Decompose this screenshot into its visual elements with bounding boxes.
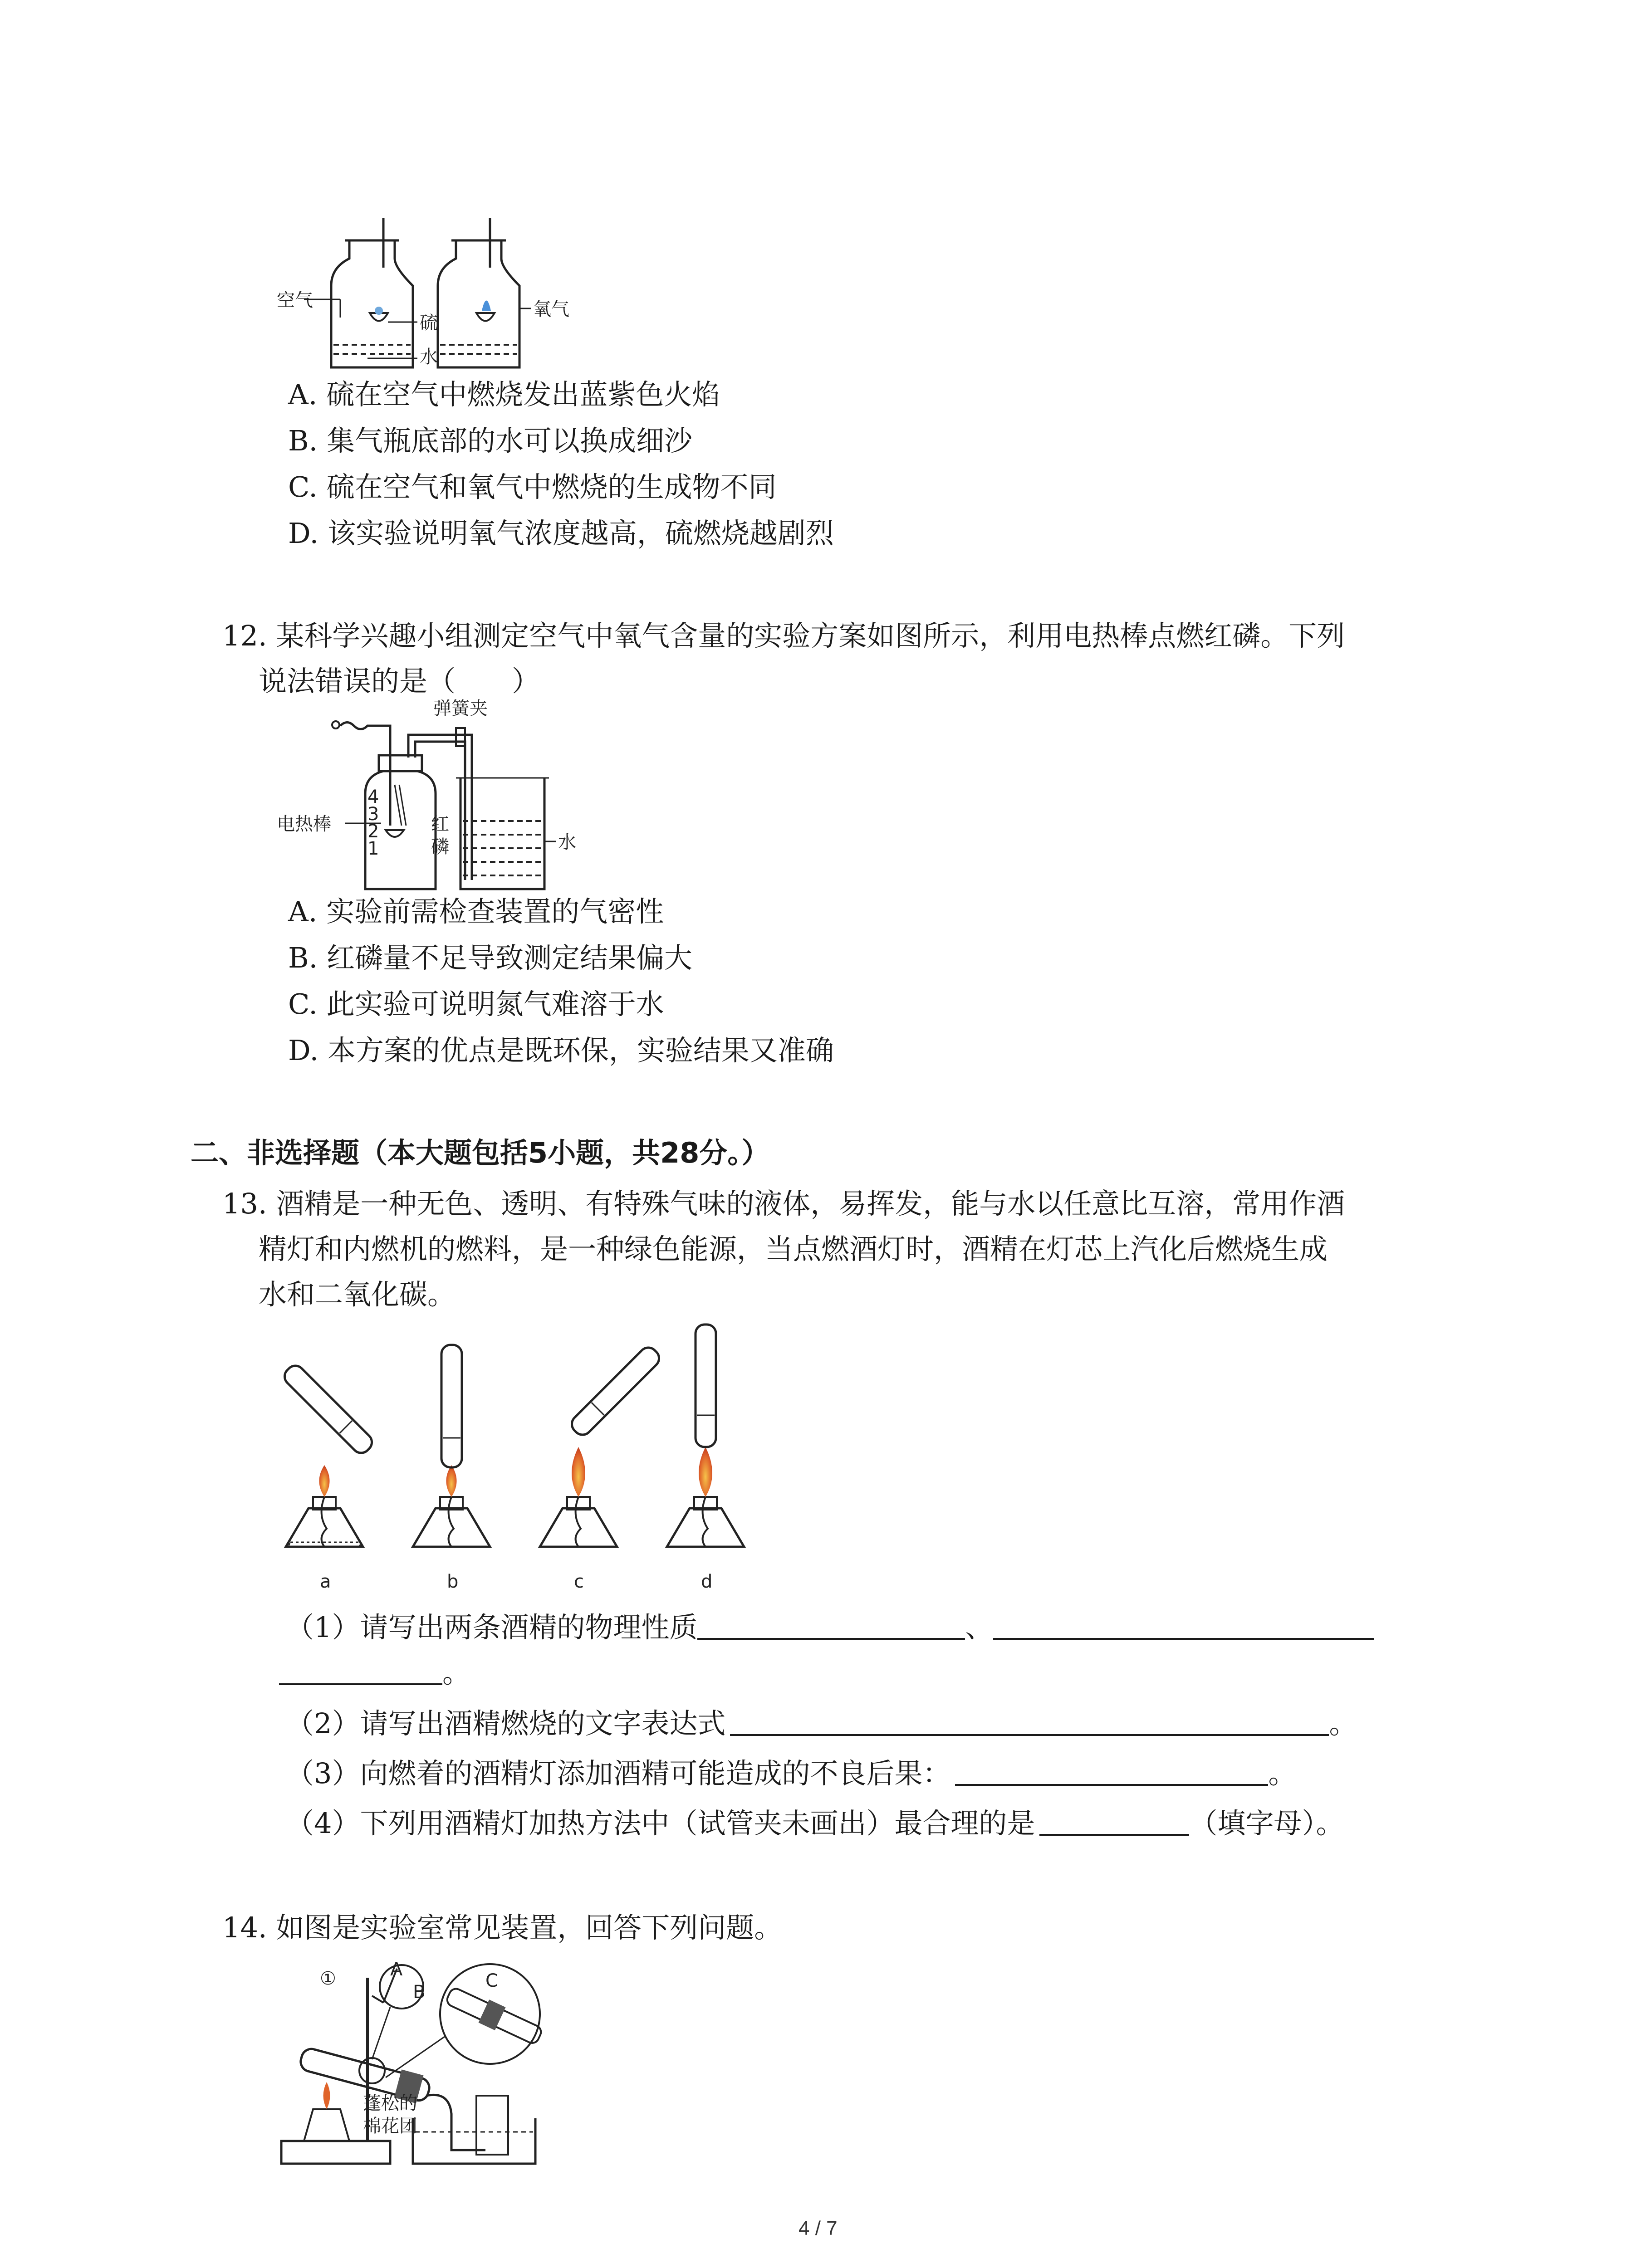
label-electric-heater: 电热棒 — [277, 814, 331, 835]
label-cotton-1: 蓬松的 — [363, 2093, 417, 2114]
q13-sub2-text: （2）请写出酒精燃烧的文字表达式 — [286, 1707, 726, 1740]
q14-stem: 14. 如图是实验室常见装置，回答下列问题。 — [222, 1911, 783, 1944]
label-C: C — [485, 1970, 498, 1991]
q13-sub4-end: （填字母）。 — [1189, 1807, 1344, 1840]
lamp-c — [540, 1344, 663, 1547]
lamp-b — [413, 1345, 490, 1547]
q13-stem-line2: 精灯和内燃机的燃料，是一种绿色能源，当点燃酒灯时，酒精在灯芯上汽化后燃烧生成 — [259, 1232, 1328, 1266]
q11-option-b: B. 集气瓶底部的水可以换成细沙 — [288, 424, 692, 457]
q12-option-c: C. 此实验可说明氮气难溶于水 — [288, 987, 664, 1021]
lamp-d — [667, 1325, 744, 1547]
q11-option-d: D. 该实验说明氧气浓度越高，硫燃烧越剧烈 — [288, 517, 834, 550]
q13-sub1-blank2[interactable] — [993, 1610, 1374, 1640]
q12-option-a: A. 实验前需检查装置的气密性 — [288, 895, 664, 928]
q13-sub1 — [286, 1609, 1374, 1646]
q11-option-c: C. 硫在空气和氧气中燃烧的生成物不同 — [288, 470, 777, 503]
q13-sub1-end: 。 — [442, 1656, 471, 1689]
page-number: 4 / 7 — [798, 2217, 838, 2239]
label-b: b — [447, 1571, 459, 1592]
q13-sub1-sep: 、 — [965, 1611, 994, 1644]
alcohol-lamp-heating-figure — [277, 1329, 776, 1610]
q11-option-a: A. 硫在空气中燃烧发出蓝紫色火焰 — [288, 378, 720, 411]
section-heading: 二、非选择题（本大题包括5小题，共28分。） — [191, 1136, 770, 1169]
q13-sub4-blank[interactable] — [1039, 1806, 1189, 1836]
label-a: a — [320, 1571, 331, 1592]
q13-stem-line1: 13. 酒精是一种无色、透明、有特殊气味的液体，易挥发，能与水以任意比互溶，常用作酒 — [222, 1187, 1345, 1220]
q13-sub1-text: （1）请写出两条酒精的物理性质 — [286, 1611, 698, 1644]
q13-sub2-end: 。 — [1329, 1707, 1357, 1740]
lamp-a — [281, 1362, 376, 1547]
label-beaker-water: 水 — [558, 832, 576, 853]
scale-4: 4 — [367, 787, 379, 807]
label-oxygen: 氧气 — [533, 299, 569, 320]
q13-sub3-text: （3）向燃着的酒精灯添加酒精可能造成的不良后果： — [286, 1757, 951, 1790]
q13-sub3-blank[interactable] — [955, 1756, 1268, 1786]
q12-stem-line1: 12. 某科学兴趣小组测定空气中氧气含量的实验方案如图所示，利用电热棒点燃红磷。下列 — [222, 619, 1345, 652]
label-sulfur: 硫 — [420, 313, 438, 333]
label-water: 水 — [420, 347, 438, 367]
q12-option-b: B. 红磷量不足导致测定结果偏大 — [288, 941, 692, 974]
label-A: A — [390, 1959, 403, 1980]
q12-option-d: D. 本方案的优点是既环保，实验结果又准确 — [288, 1034, 834, 1067]
q12-stem-line2: 说法错误的是（ ） — [259, 665, 540, 698]
q13-sub1-blank1[interactable] — [697, 1610, 965, 1640]
red-phosphorus-apparatus-figure — [277, 698, 594, 898]
q13-sub4 — [286, 1805, 1344, 1842]
label-air: 空气 — [277, 290, 313, 311]
label-d: d — [701, 1571, 713, 1592]
scale-3: 3 — [367, 804, 379, 825]
label-phosphorus: 磷 — [431, 836, 449, 857]
q13-sub1-blank3[interactable] — [279, 1655, 442, 1685]
sulfur-combustion-figure — [277, 218, 594, 381]
q13-sub3 — [286, 1755, 1296, 1792]
label-B: B — [413, 1982, 426, 2003]
label-red: 红 — [431, 814, 449, 835]
q13-sub2 — [286, 1706, 1357, 1742]
gas-collection-apparatus-figure — [277, 1960, 594, 2173]
label-cotton-2: 棉花团 — [363, 2116, 417, 2136]
q13-sub3-end: 。 — [1268, 1757, 1297, 1790]
q13-stem-line3: 水和二氧化碳。 — [259, 1278, 456, 1311]
q13-sub2-blank[interactable] — [730, 1706, 1329, 1736]
label-spring-clamp: 弹簧夹 — [433, 698, 488, 719]
scale-1: 1 — [367, 838, 379, 859]
label-circle-1: ① — [320, 1968, 336, 1989]
label-c: c — [574, 1571, 584, 1592]
q13-sub1-cont — [279, 1655, 470, 1691]
scale-2: 2 — [367, 821, 379, 842]
q13-sub4-text: （4）下列用酒精灯加热方法中（试管夹未画出）最合理的是 — [286, 1807, 1035, 1840]
